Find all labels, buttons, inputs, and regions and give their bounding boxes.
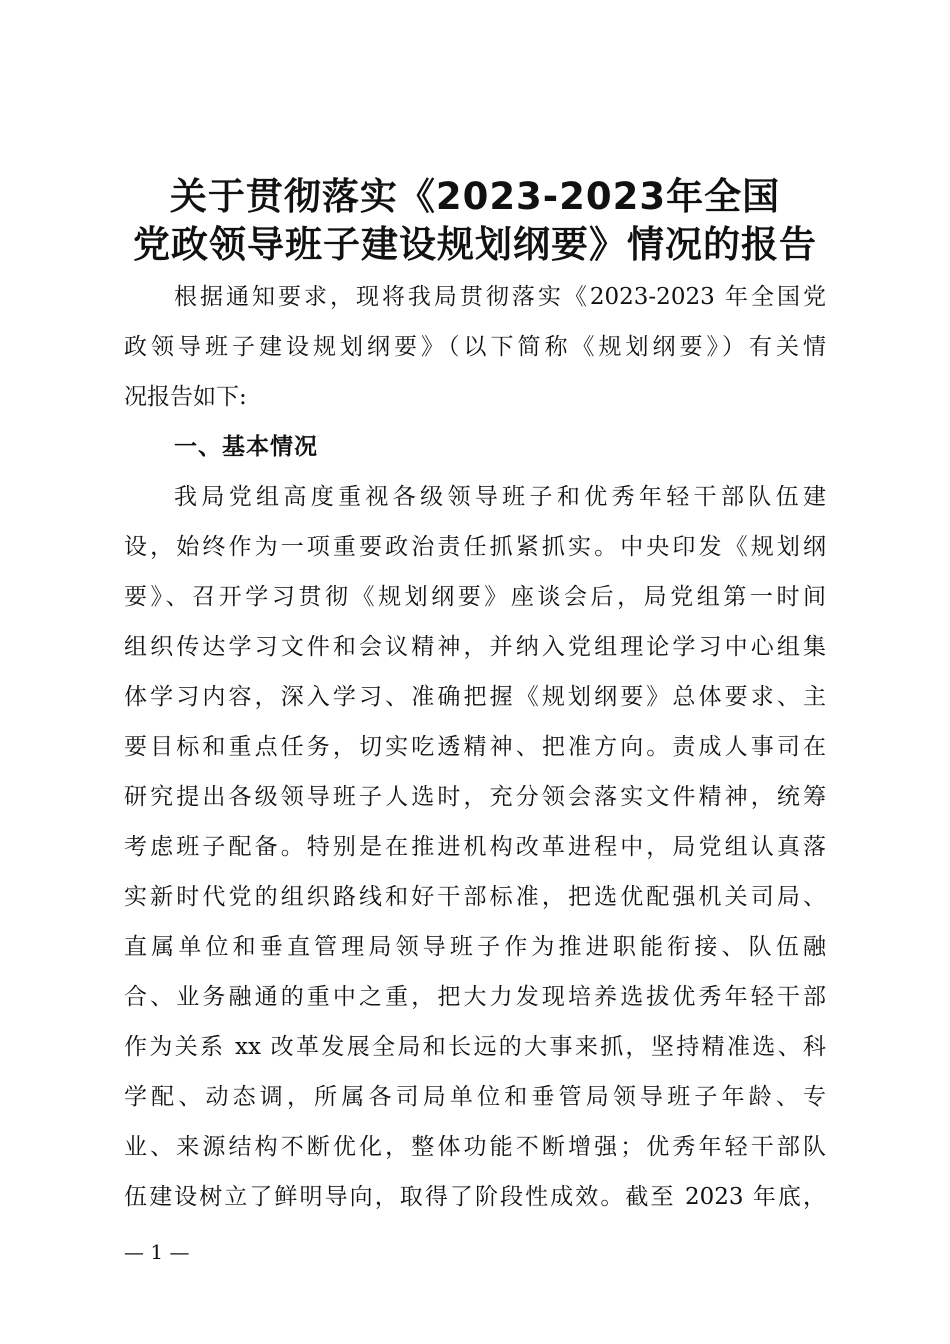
body-line: 考虑班子配备。特别是在推进机构改革进程中，局党组认真落 [124,834,826,860]
body-line: 学配、动态调，所属各司局单位和垂管局领导班子年龄、专 [124,1084,826,1110]
body-line: 研究提出各级领导班子人选时，充分领会落实文件精神，统筹 [124,784,826,810]
body-line: 直属单位和垂直管理局领导班子作为推进职能衔接、队伍融 [124,934,826,960]
intro-line: 况报告如下: [124,384,247,410]
page-number: — 1 — [124,1240,190,1264]
intro-line: 政领导班子建设规划纲要》（以下简称《规划纲要》）有关情 [124,334,826,360]
body-line: 伍建设树立了鲜明导向，取得了阶段性成效。截至 2023 年底， [124,1184,826,1210]
body-line: 我局党组高度重视各级领导班子和优秀年轻干部队伍建 [174,484,826,510]
body-line: 业、来源结构不断优化，整体功能不断增强；优秀年轻干部队 [124,1134,826,1160]
document-title-line-2: 党政领导班子建设规划纲要》情况的报告 [133,223,817,266]
body-line: 要》、召开学习贯彻《规划纲要》座谈会后，局党组第一时间 [124,584,826,610]
body-line: 合、业务融通的重中之重，把大力发现培养选拔优秀年轻干部 [124,984,826,1010]
body-line: 体学习内容，深入学习、准确把握《规划纲要》总体要求、主 [124,684,826,710]
section-heading: 一、基本情况 [174,434,318,460]
body-line: 组织传达学习文件和会议精神，并纳入党组理论学习中心组集 [124,634,826,660]
body-line: 实新时代党的组织路线和好干部标准，把选优配强机关司局、 [124,884,826,910]
body-line: 要目标和重点任务，切实吃透精神、把准方向。责成人事司在 [124,734,826,760]
intro-line: 根据通知要求，现将我局贯彻落实《2023-2023 年全国党 [174,284,826,310]
body-line: 设，始终作为一项重要政治责任抓紧抓实。中央印发《规划纲 [124,534,826,560]
document-title-line-1: 关于贯彻落实《2023-2023年全国 [169,175,781,218]
body-line: 作为关系 xx 改革发展全局和长远的大事来抓，坚持精准选、科 [124,1034,826,1060]
